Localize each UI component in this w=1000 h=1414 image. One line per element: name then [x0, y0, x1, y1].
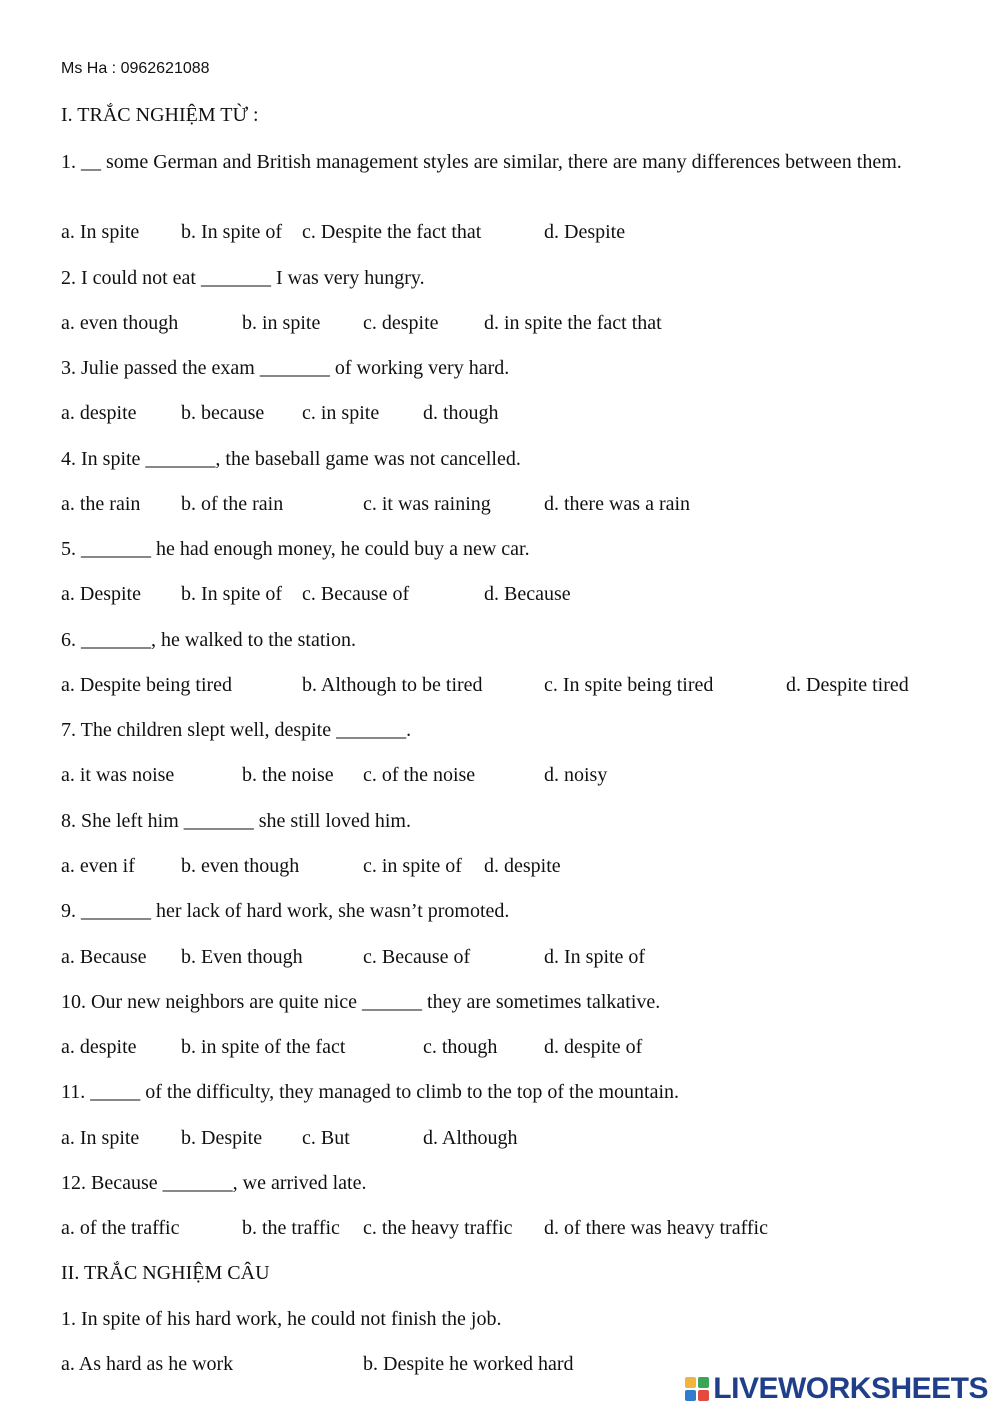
option-6a[interactable]: a. Despite being tired	[61, 674, 233, 696]
question-8: 8. She left him _______ she still loved him.	[61, 810, 411, 832]
option-2b[interactable]: b. in spite	[242, 312, 321, 334]
option-10a[interactable]: a. despite	[61, 1036, 137, 1058]
option-4b[interactable]: b. of the rain	[181, 493, 284, 515]
option-7d[interactable]: d. noisy	[544, 764, 608, 786]
question-9: 9. _______ her lack of hard work, she wasn’t promoted.	[61, 900, 510, 922]
option-8d[interactable]: d. despite	[484, 855, 561, 877]
option-11d[interactable]: d. Although	[423, 1127, 518, 1149]
liveworksheets-logo	[685, 1372, 988, 1406]
option-12a[interactable]: a. of the traffic	[61, 1217, 180, 1239]
question2-1: 1. In spite of his hard work, he could not finish the job.	[61, 1308, 502, 1330]
option-2a[interactable]: a. even though	[61, 312, 179, 334]
teacher-contact: Ms Ha : 0962621088	[61, 60, 210, 77]
option-1d[interactable]: d. Despite	[544, 221, 626, 243]
option-1a[interactable]: a. In spite	[61, 221, 140, 243]
option-3c[interactable]: c. in spite	[302, 402, 380, 424]
option-2d[interactable]: d. in spite the fact that	[484, 312, 662, 334]
option2-1b[interactable]: b. Despite he worked hard	[363, 1353, 574, 1375]
option-12c[interactable]: c. the heavy traffic	[363, 1217, 513, 1239]
question-5: 5. _______ he had enough money, he could buy a new car.	[61, 538, 530, 560]
option-7b[interactable]: b. the noise	[242, 764, 334, 786]
logo-mark-square-4	[698, 1390, 709, 1401]
option-3a[interactable]: a. despite	[61, 402, 137, 424]
question-3: 3. Julie passed the exam _______ of working very hard.	[61, 357, 510, 379]
option-8c[interactable]: c. in spite of	[363, 855, 462, 877]
option-10b[interactable]: b. in spite of the fact	[181, 1036, 346, 1058]
option-5d[interactable]: d. Because	[484, 583, 571, 605]
option-11c[interactable]: c. But	[302, 1127, 350, 1149]
question-1: 1. __ some German and British management styles are similar, there are many differences between them.	[61, 151, 902, 173]
question-10: 10. Our new neighbors are quite nice ______ they are sometimes talkative.	[61, 991, 661, 1013]
question-6: 6. _______, he walked to the station.	[61, 629, 356, 651]
logo-mark-icon	[685, 1377, 709, 1401]
option-4d[interactable]: d. there was a rain	[544, 493, 691, 515]
option-1c[interactable]: c. Despite the fact that	[302, 221, 482, 243]
section2-title: II. TRẮC NGHIỆM CÂU	[61, 1262, 270, 1284]
option-8a[interactable]: a. even if	[61, 855, 135, 877]
option-10d[interactable]: d. despite of	[544, 1036, 643, 1058]
option-12d[interactable]: d. of there was heavy traffic	[544, 1217, 768, 1239]
option-4a[interactable]: a. the rain	[61, 493, 141, 515]
option-11a[interactable]: a. In spite	[61, 1127, 140, 1149]
logo-mark-square-1	[685, 1377, 696, 1388]
option-5a[interactable]: a. Despite	[61, 583, 141, 605]
logo-text: LIVEWORKSHEETS	[713, 1372, 988, 1405]
option-11b[interactable]: b. Despite	[181, 1127, 263, 1149]
option-9b[interactable]: b. Even though	[181, 946, 303, 968]
option-12b[interactable]: b. the traffic	[242, 1217, 340, 1239]
option-6c[interactable]: c. In spite being tired	[544, 674, 714, 696]
option-4c[interactable]: c. it was raining	[363, 493, 491, 515]
section1-title: I. TRẮC NGHIỆM TỪ :	[61, 104, 259, 126]
option-3b[interactable]: b. because	[181, 402, 265, 424]
option-6b[interactable]: b. Although to be tired	[302, 674, 483, 696]
option2-1a[interactable]: a. As hard as he work	[61, 1353, 234, 1375]
option-1b[interactable]: b. In spite of	[181, 221, 283, 243]
option-7a[interactable]: a. it was noise	[61, 764, 175, 786]
question-2: 2. I could not eat _______ I was very hungry.	[61, 267, 425, 289]
option-9c[interactable]: c. Because of	[363, 946, 471, 968]
option-5b[interactable]: b. In spite of	[181, 583, 283, 605]
option-9d[interactable]: d. In spite of	[544, 946, 646, 968]
logo-mark-square-3	[685, 1390, 696, 1401]
question-12: 12. Because _______, we arrived late.	[61, 1172, 367, 1194]
option-8b[interactable]: b. even though	[181, 855, 300, 877]
option-3d[interactable]: d. though	[423, 402, 499, 424]
option-7c[interactable]: c. of the noise	[363, 764, 476, 786]
option-9a[interactable]: a. Because	[61, 946, 147, 968]
option-2c[interactable]: c. despite	[363, 312, 439, 334]
option-6d[interactable]: d. Despite tired	[786, 674, 909, 696]
logo-mark-square-2	[698, 1377, 709, 1388]
question-11: 11. _____ of the difficulty, they managed to climb to the top of the mountain.	[61, 1081, 680, 1103]
question-4: 4. In spite _______, the baseball game was not cancelled.	[61, 448, 521, 470]
option-5c[interactable]: c. Because of	[302, 583, 410, 605]
question-7: 7. The children slept well, despite _______.	[61, 719, 412, 741]
option-10c[interactable]: c. though	[423, 1036, 498, 1058]
